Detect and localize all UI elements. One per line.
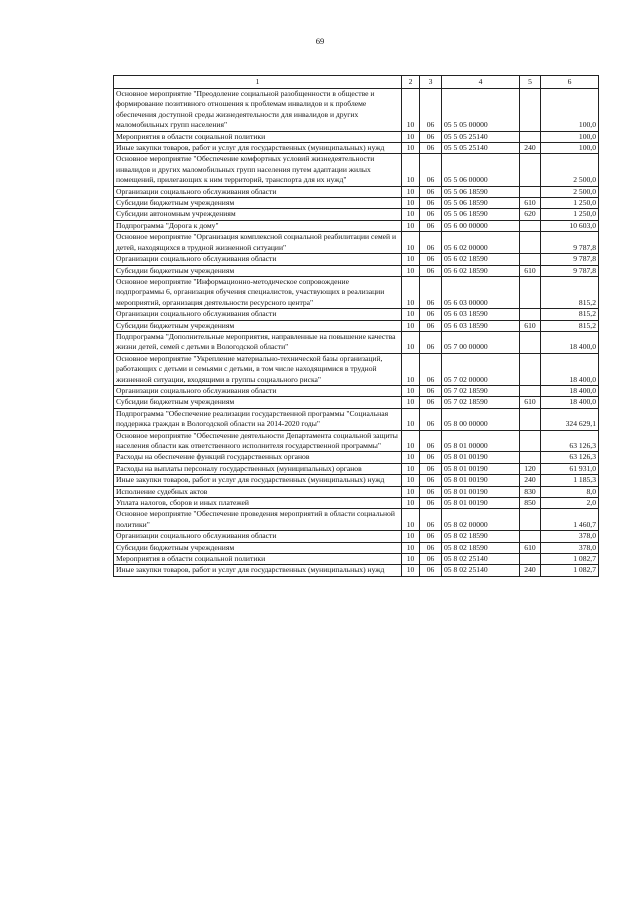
cell-subsection: 06 xyxy=(420,486,442,497)
cell-amount: 8,0 xyxy=(541,486,599,497)
cell-expense-type xyxy=(520,385,541,396)
table-row xyxy=(114,309,599,320)
table-row xyxy=(114,232,599,254)
cell-section: 10 xyxy=(402,542,420,553)
cell-name: Основное мероприятие "Преодоление социальной разобщенности в обществе и формирование позитивного отношения к проблемам инвалидов и к проблеме обеспечения доступной среды жизнедеятельности для инвалидов и других маломобильных групп населения" xyxy=(114,89,402,132)
header-col-2: 2 xyxy=(402,76,420,89)
cell-name: Основное мероприятие "Обеспечение деятельности Департамента социальной защиты населения области как ответственного исполнителя государственной программы" xyxy=(114,430,402,452)
cell-expense-type: 610 xyxy=(520,198,541,209)
table-row xyxy=(114,554,599,565)
cell-name: Основное мероприятие "Обеспечение комфортных условий жизнедеятельности инвалидов и других маломобильных групп населения путем адаптации жилых помещений, прилегающих к ним территорий, транспорта для их нужд" xyxy=(114,154,402,186)
cell-subsection: 06 xyxy=(420,353,442,385)
cell-section: 10 xyxy=(402,452,420,463)
cell-target-code: 05 8 01 00190 xyxy=(442,498,520,509)
cell-name: Организации социального обслуживания области xyxy=(114,385,402,396)
cell-name: Организации социального обслуживания области xyxy=(114,309,402,320)
cell-expense-type xyxy=(520,186,541,197)
table-row xyxy=(114,198,599,209)
cell-target-code: 05 8 01 00190 xyxy=(442,475,520,486)
cell-amount: 9 787,8 xyxy=(541,232,599,254)
cell-section: 10 xyxy=(402,276,420,308)
cell-subsection: 06 xyxy=(420,385,442,396)
cell-section: 10 xyxy=(402,486,420,497)
cell-section: 10 xyxy=(402,475,420,486)
cell-name: Мероприятия в области социальной политики xyxy=(114,554,402,565)
table-row xyxy=(114,353,599,385)
cell-amount: 1 082,7 xyxy=(541,565,599,576)
cell-section: 10 xyxy=(402,397,420,408)
table-row xyxy=(114,209,599,220)
cell-section: 10 xyxy=(402,463,420,474)
cell-section: 10 xyxy=(402,554,420,565)
cell-subsection: 06 xyxy=(420,265,442,276)
cell-target-code: 05 6 02 18590 xyxy=(442,254,520,265)
cell-name: Субсидии бюджетным учреждениям xyxy=(114,320,402,331)
header-col-5: 5 xyxy=(520,76,541,89)
cell-expense-type: 610 xyxy=(520,542,541,553)
page-number: 69 xyxy=(315,36,325,46)
cell-expense-type xyxy=(520,353,541,385)
cell-section: 10 xyxy=(402,385,420,396)
cell-amount: 9 787,8 xyxy=(541,254,599,265)
cell-target-code: 05 8 00 00000 xyxy=(442,408,520,430)
cell-expense-type: 830 xyxy=(520,486,541,497)
cell-section: 10 xyxy=(402,498,420,509)
header-col-3: 3 xyxy=(420,76,442,89)
table-row xyxy=(114,331,599,353)
cell-expense-type xyxy=(520,452,541,463)
cell-subsection: 06 xyxy=(420,89,442,132)
cell-section: 10 xyxy=(402,430,420,452)
cell-subsection: 06 xyxy=(420,154,442,186)
cell-section: 10 xyxy=(402,232,420,254)
cell-expense-type: 850 xyxy=(520,498,541,509)
cell-name: Основное мероприятие "Укрепление материально-технической базы организаций, работающих с детьми и семьями с детьми, в том числе находящимися в трудной жизненной ситуации, входящими в группы социального риска" xyxy=(114,353,402,385)
cell-target-code: 05 5 05 25140 xyxy=(442,143,520,154)
cell-section: 10 xyxy=(402,254,420,265)
header-col-6: 6 xyxy=(541,76,599,89)
cell-section: 10 xyxy=(402,209,420,220)
table-row xyxy=(114,89,599,132)
header-col-1: 1 xyxy=(114,76,402,89)
cell-expense-type: 610 xyxy=(520,265,541,276)
cell-amount: 100,0 xyxy=(541,89,599,132)
cell-subsection: 06 xyxy=(420,498,442,509)
table-header-row xyxy=(114,76,599,89)
cell-subsection: 06 xyxy=(420,143,442,154)
cell-expense-type xyxy=(520,430,541,452)
cell-target-code: 05 6 00 00000 xyxy=(442,220,520,231)
cell-section: 10 xyxy=(402,220,420,231)
cell-section: 10 xyxy=(402,531,420,542)
cell-section: 10 xyxy=(402,408,420,430)
cell-target-code: 05 6 02 00000 xyxy=(442,232,520,254)
cell-subsection: 06 xyxy=(420,463,442,474)
cell-expense-type xyxy=(520,408,541,430)
cell-name: Организации социального обслуживания области xyxy=(114,186,402,197)
cell-amount: 2,0 xyxy=(541,498,599,509)
cell-expense-type xyxy=(520,554,541,565)
cell-expense-type xyxy=(520,232,541,254)
cell-target-code: 05 7 02 00000 xyxy=(442,353,520,385)
cell-name: Субсидии бюджетным учреждениям xyxy=(114,265,402,276)
table-row xyxy=(114,276,599,308)
cell-target-code: 05 8 02 25140 xyxy=(442,554,520,565)
cell-amount: 1 250,0 xyxy=(541,209,599,220)
cell-amount: 1 185,3 xyxy=(541,475,599,486)
cell-target-code: 05 8 02 18590 xyxy=(442,542,520,553)
cell-amount: 18 400,0 xyxy=(541,331,599,353)
cell-expense-type: 610 xyxy=(520,320,541,331)
cell-name: Исполнение судебных актов xyxy=(114,486,402,497)
cell-subsection: 06 xyxy=(420,452,442,463)
cell-subsection: 06 xyxy=(420,232,442,254)
cell-section: 10 xyxy=(402,320,420,331)
cell-target-code: 05 5 06 00000 xyxy=(442,154,520,186)
cell-amount: 18 400,0 xyxy=(541,397,599,408)
cell-section: 10 xyxy=(402,565,420,576)
cell-target-code: 05 6 02 18590 xyxy=(442,265,520,276)
cell-section: 10 xyxy=(402,309,420,320)
cell-expense-type xyxy=(520,131,541,142)
cell-amount: 100,0 xyxy=(541,131,599,142)
table-row xyxy=(114,143,599,154)
cell-amount: 18 400,0 xyxy=(541,385,599,396)
cell-expense-type xyxy=(520,531,541,542)
cell-name: Подпрограмма "Дополнительные мероприятия, направленные на повышение качества жизни детей, семей с детьми в Вологодской области" xyxy=(114,331,402,353)
cell-subsection: 06 xyxy=(420,220,442,231)
cell-subsection: 06 xyxy=(420,397,442,408)
cell-name: Основное мероприятие "Информационно-методическое сопровождение подпрограммы 6, организация обучения специалистов, участвующих в реализации мероприятий, организация деятельности ресурсного центра" xyxy=(114,276,402,308)
cell-name: Субсидии автономным учреждениям xyxy=(114,209,402,220)
cell-amount: 378,0 xyxy=(541,542,599,553)
cell-amount: 1 082,7 xyxy=(541,554,599,565)
table-row xyxy=(114,542,599,553)
cell-expense-type xyxy=(520,220,541,231)
cell-section: 10 xyxy=(402,331,420,353)
cell-expense-type xyxy=(520,309,541,320)
cell-amount: 9 787,8 xyxy=(541,265,599,276)
cell-amount: 378,0 xyxy=(541,531,599,542)
budget-table xyxy=(113,75,599,577)
cell-expense-type xyxy=(520,509,541,531)
table-row xyxy=(114,430,599,452)
cell-section: 10 xyxy=(402,154,420,186)
cell-target-code: 05 7 00 00000 xyxy=(442,331,520,353)
cell-name: Субсидии бюджетным учреждениям xyxy=(114,397,402,408)
table-row xyxy=(114,186,599,197)
cell-target-code: 05 8 01 00190 xyxy=(442,486,520,497)
table-row xyxy=(114,463,599,474)
cell-name: Расходы на выплаты персоналу государственных (муниципальных) органов xyxy=(114,463,402,474)
cell-target-code: 05 8 01 00190 xyxy=(442,463,520,474)
cell-subsection: 06 xyxy=(420,475,442,486)
cell-target-code: 05 5 06 18590 xyxy=(442,186,520,197)
cell-name: Подпрограмма "Обеспечение реализации государственной программы "Социальная поддержка граждан в Вологодской области на 2014-2020 годы" xyxy=(114,408,402,430)
cell-target-code: 05 8 02 25140 xyxy=(442,565,520,576)
cell-amount: 61 931,0 xyxy=(541,463,599,474)
cell-amount: 10 603,0 xyxy=(541,220,599,231)
cell-name: Иные закупки товаров, работ и услуг для государственных (муниципальных) нужд xyxy=(114,143,402,154)
cell-name: Иные закупки товаров, работ и услуг для государственных (муниципальных) нужд xyxy=(114,565,402,576)
cell-subsection: 06 xyxy=(420,198,442,209)
cell-section: 10 xyxy=(402,186,420,197)
cell-section: 10 xyxy=(402,509,420,531)
cell-section: 10 xyxy=(402,198,420,209)
table-row xyxy=(114,154,599,186)
cell-section: 10 xyxy=(402,353,420,385)
table-row xyxy=(114,131,599,142)
cell-section: 10 xyxy=(402,265,420,276)
cell-subsection: 06 xyxy=(420,554,442,565)
cell-subsection: 06 xyxy=(420,186,442,197)
table-row xyxy=(114,385,599,396)
cell-target-code: 05 5 06 18590 xyxy=(442,209,520,220)
header-col-4: 4 xyxy=(442,76,520,89)
cell-amount: 1 250,0 xyxy=(541,198,599,209)
cell-name: Мероприятия в области социальной политики xyxy=(114,131,402,142)
cell-name: Иные закупки товаров, работ и услуг для государственных (муниципальных) нужд xyxy=(114,475,402,486)
cell-expense-type xyxy=(520,154,541,186)
cell-subsection: 06 xyxy=(420,276,442,308)
cell-amount: 18 400,0 xyxy=(541,353,599,385)
cell-target-code: 05 6 03 00000 xyxy=(442,276,520,308)
table-row xyxy=(114,475,599,486)
cell-name: Подпрограмма "Дорога к дому" xyxy=(114,220,402,231)
cell-amount: 2 500,0 xyxy=(541,154,599,186)
cell-name: Субсидии бюджетным учреждениям xyxy=(114,198,402,209)
cell-amount: 324 629,1 xyxy=(541,408,599,430)
cell-amount: 815,2 xyxy=(541,276,599,308)
cell-amount: 1 460,7 xyxy=(541,509,599,531)
cell-amount: 2 500,0 xyxy=(541,186,599,197)
table-row xyxy=(114,265,599,276)
cell-subsection: 06 xyxy=(420,131,442,142)
cell-name: Организации социального обслуживания области xyxy=(114,254,402,265)
cell-subsection: 06 xyxy=(420,509,442,531)
cell-amount: 815,2 xyxy=(541,320,599,331)
cell-section: 10 xyxy=(402,143,420,154)
cell-target-code: 05 7 02 18590 xyxy=(442,385,520,396)
cell-target-code: 05 8 02 00000 xyxy=(442,509,520,531)
cell-expense-type xyxy=(520,89,541,132)
cell-expense-type: 240 xyxy=(520,565,541,576)
cell-subsection: 06 xyxy=(420,331,442,353)
cell-expense-type: 610 xyxy=(520,397,541,408)
table-row xyxy=(114,486,599,497)
table-row xyxy=(114,565,599,576)
cell-subsection: 06 xyxy=(420,209,442,220)
cell-expense-type xyxy=(520,254,541,265)
cell-name: Расходы на обеспечение функций государственных органов xyxy=(114,452,402,463)
table-row xyxy=(114,254,599,265)
cell-name: Субсидии бюджетным учреждениям xyxy=(114,542,402,553)
cell-name: Организации социального обслуживания области xyxy=(114,531,402,542)
table-row xyxy=(114,320,599,331)
cell-expense-type: 240 xyxy=(520,475,541,486)
cell-expense-type: 120 xyxy=(520,463,541,474)
cell-target-code: 05 8 01 00000 xyxy=(442,430,520,452)
table-row xyxy=(114,509,599,531)
cell-expense-type xyxy=(520,276,541,308)
cell-target-code: 05 5 05 00000 xyxy=(442,89,520,132)
cell-subsection: 06 xyxy=(420,408,442,430)
table-row xyxy=(114,408,599,430)
cell-subsection: 06 xyxy=(420,309,442,320)
cell-subsection: 06 xyxy=(420,542,442,553)
cell-amount: 100,0 xyxy=(541,143,599,154)
cell-subsection: 06 xyxy=(420,320,442,331)
cell-target-code: 05 5 06 18590 xyxy=(442,198,520,209)
cell-name: Основное мероприятие "Организация комплексной социальной реабилитации семей и детей, находящихся в трудной жизненной ситуации" xyxy=(114,232,402,254)
cell-target-code: 05 8 02 18590 xyxy=(442,531,520,542)
table-row xyxy=(114,397,599,408)
cell-expense-type xyxy=(520,331,541,353)
cell-expense-type: 620 xyxy=(520,209,541,220)
cell-expense-type: 240 xyxy=(520,143,541,154)
cell-target-code: 05 7 02 18590 xyxy=(442,397,520,408)
cell-subsection: 06 xyxy=(420,565,442,576)
cell-name: Основное мероприятие "Обеспечение проведения мероприятий в области социальной политики" xyxy=(114,509,402,531)
cell-subsection: 06 xyxy=(420,531,442,542)
cell-subsection: 06 xyxy=(420,254,442,265)
table-row xyxy=(114,452,599,463)
cell-section: 10 xyxy=(402,131,420,142)
cell-target-code: 05 8 01 00190 xyxy=(442,452,520,463)
table-row xyxy=(114,531,599,542)
cell-target-code: 05 6 03 18590 xyxy=(442,309,520,320)
cell-target-code: 05 6 03 18590 xyxy=(442,320,520,331)
cell-amount: 63 126,3 xyxy=(541,430,599,452)
cell-section: 10 xyxy=(402,89,420,132)
cell-target-code: 05 5 05 25140 xyxy=(442,131,520,142)
cell-amount: 63 126,3 xyxy=(541,452,599,463)
table-row xyxy=(114,220,599,231)
table-row xyxy=(114,498,599,509)
cell-name: Уплата налогов, сборов и иных платежей xyxy=(114,498,402,509)
cell-amount: 815,2 xyxy=(541,309,599,320)
cell-subsection: 06 xyxy=(420,430,442,452)
